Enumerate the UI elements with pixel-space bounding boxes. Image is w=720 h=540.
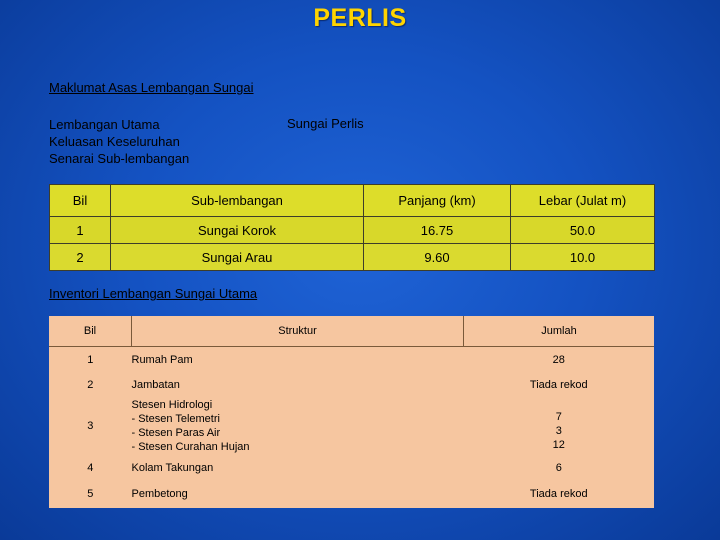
sub-basin-table [49, 184, 655, 271]
table-row [49, 372, 654, 397]
count-line: 12 [552, 439, 565, 451]
cell-count: Tiada rekod [529, 488, 588, 500]
cell-count: 28 [552, 353, 565, 366]
label-main-basin: Lembangan Utama [49, 117, 160, 132]
count-line: 3 [555, 425, 562, 437]
cell-structure: Pembetong [131, 488, 188, 500]
header-sub-basin: Sub-lembangan [111, 185, 364, 217]
cell-width: 50.0 [511, 217, 655, 244]
basin-info-labels [49, 116, 189, 167]
header-width: Lebar (Julat m) [511, 185, 655, 217]
header-bil: Bil [50, 185, 111, 217]
cell-bil: 2 [87, 378, 94, 391]
label-total-area: Keluasan Keseluruhan [49, 134, 180, 149]
table-row [50, 244, 655, 271]
table-row [49, 480, 654, 508]
cell-bil: 2 [50, 244, 111, 271]
structure-line: - Stesen Telemetri [131, 413, 220, 425]
cell-count: 6 [555, 461, 562, 474]
table-header-row [50, 185, 655, 217]
table-row [49, 455, 654, 480]
cell-bil: 4 [87, 461, 94, 474]
inventory-table [49, 316, 654, 508]
cell-structure [132, 397, 464, 455]
header-bil: Bil [49, 316, 132, 347]
main-basin-value: Sungai Perlis [287, 116, 364, 131]
structure-line: - Stesen Paras Air [131, 427, 221, 439]
cell-length: 9.60 [364, 244, 511, 271]
cell-structure: Jambatan [131, 378, 180, 391]
section-heading-basic-info: Maklumat Asas Lembangan Sungai [49, 80, 254, 95]
cell-sub-basin: Sungai Arau [111, 244, 364, 271]
cell-count: Tiada rekod [529, 378, 588, 391]
table-row [50, 217, 655, 244]
cell-bil: 1 [87, 353, 94, 366]
structure-line: - Stesen Curahan Hujan [131, 441, 250, 453]
cell-structure: Rumah Pam [131, 353, 193, 366]
cell-length: 16.75 [364, 217, 511, 244]
cell-bil: 1 [50, 217, 111, 244]
table-row [49, 397, 654, 455]
cell-bil: 3 [87, 420, 94, 432]
table-header-row [49, 316, 654, 347]
table-row [49, 347, 654, 373]
header-length: Panjang (km) [364, 185, 511, 217]
label-sub-basin-list: Senarai Sub-lembangan [49, 151, 190, 166]
cell-bil: 5 [87, 488, 94, 500]
cell-structure: Kolam Takungan [131, 461, 214, 474]
page-title: PERLIS [313, 4, 407, 32]
cell-count [464, 397, 655, 455]
section-heading-inventory: Inventori Lembangan Sungai Utama [49, 286, 258, 301]
count-line: 7 [555, 411, 562, 423]
structure-line: Stesen Hidrologi [131, 399, 213, 411]
header-structure: Struktur [132, 316, 464, 347]
cell-width: 10.0 [511, 244, 655, 271]
header-count: Jumlah [464, 316, 655, 347]
cell-sub-basin: Sungai Korok [111, 217, 364, 244]
